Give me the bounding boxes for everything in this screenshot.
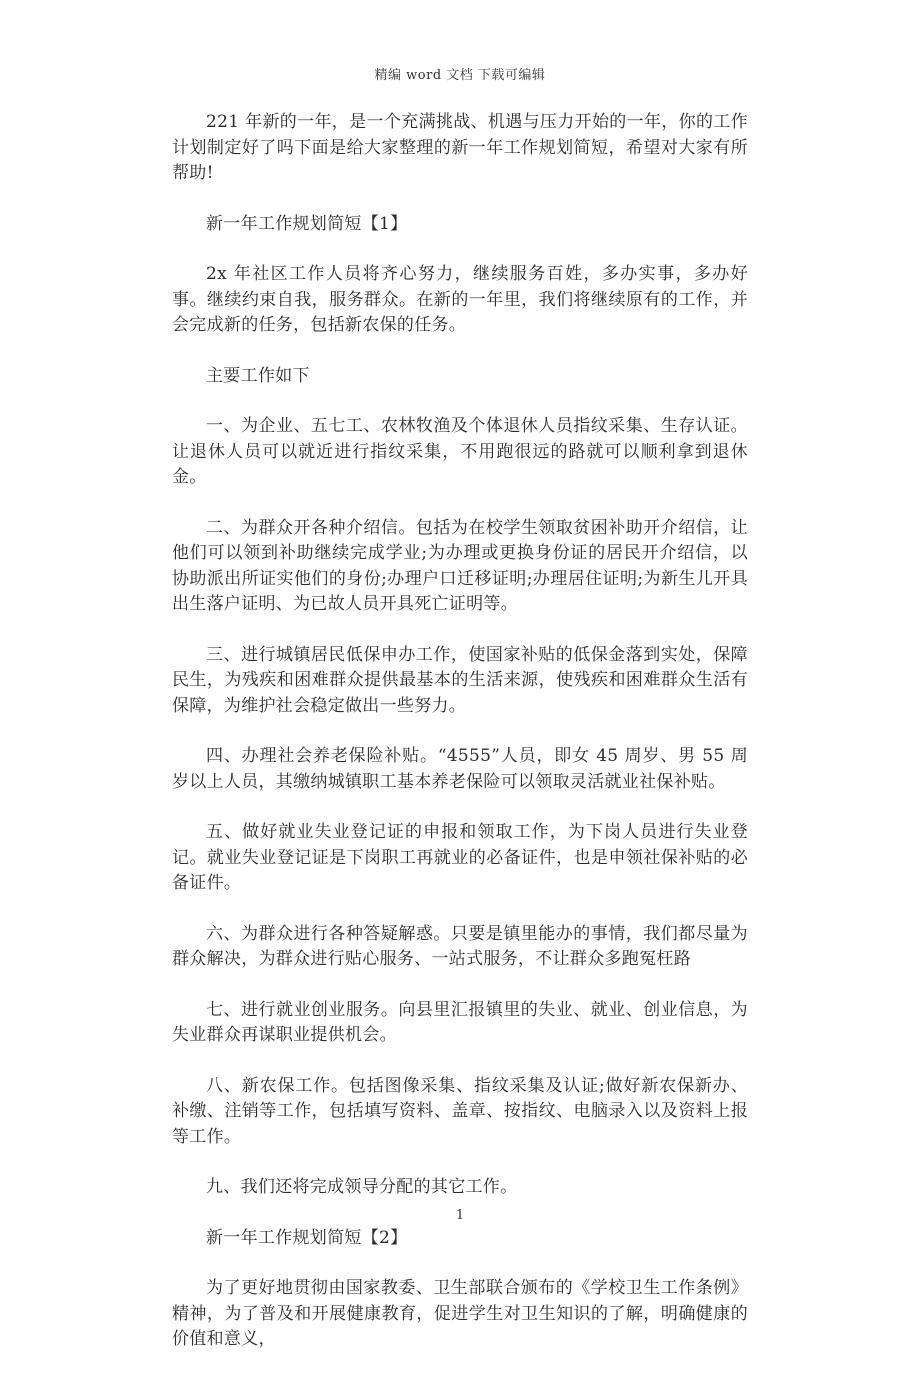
page-number: 1 [455, 1208, 465, 1223]
list-paragraph: 九、我们还将完成领导分配的其它工作。 [206, 1177, 518, 1197]
list-paragraph: 三、进行城镇居民低保申办工作，使国家补贴的低保金落到实处，保障民生，为残疾和困难群众提供最基本的生活来源，使残疾和困难群众生活有保障，为维护社会稳定做出一些努力。 [172, 644, 748, 716]
list-paragraph: 四、办理社会养老保险补贴。“4555”人员，即女 45 周岁、男 55 周岁以上人员，其缴纳城镇职工基本养老保险可以领取灵活就业社保补贴。 [172, 746, 748, 792]
section-heading-1: 新一年工作规划简短【1】 [206, 213, 408, 234]
document-body [172, 110, 748, 1378]
list-paragraph: 一、为企业、五七工、农林牧渔及个体退休人员指纹采集、生存认证。让退休人员可以就近进行指纹采集，不用跑很远的路就可以顺利拿到退休金。 [172, 416, 748, 487]
paragraph: 2x 年社区工作人员将齐心努力，继续服务百姓，多办实事，多办好事。继续约束自我，服务群众。在新的一年里，我们将继续原有的工作，并会完成新的任务，包括新农保的任务。 [172, 264, 748, 335]
list-paragraph: 八、新农保工作。包括图像采集、指纹采集及认证;做好新农保新办、补缴、注销等工作，包括填写资料、盖章、按指纹、电脑录入以及资料上报等工作。 [172, 1075, 748, 1147]
list-paragraph: 二、为群众开各种介绍信。包括为在校学生领取贫困补助开介绍信，让他们可以领到补助继续完成学业;为办理或更换身份证的居民开介绍信，以协助派出所证实他们的身份;办理户口迁移证明;办理居住证明;为新生儿开具出生落户证明、为已故人员开具死亡证明等。 [172, 517, 748, 614]
list-paragraph: 七、进行就业创业服务。向县里汇报镇里的失业、就业、创业信息，为失业群众再谋职业提供机会。 [172, 999, 748, 1045]
paragraph: 为了更好地贯彻由国家教委、卫生部联合颁布的《学校卫生工作条例》精神，为了普及和开展健康教育，促进学生对卫生知识的了解，明确健康的价值和意义， [172, 1278, 748, 1349]
page-header: 精编 word 文档 下载可编辑 [374, 68, 546, 83]
intro-paragraph: 221 年新的一年，是一个充满挑战、机遇与压力开始的一年，你的工作计划制定好了吗下面是给大家整理的新一年工作规划简短，希望对大家有所帮助! [172, 112, 748, 183]
section-heading-2: 新一年工作规划简短【2】 [206, 1227, 408, 1248]
list-paragraph: 六、为群众进行各种答疑解惑。只要是镇里能办的事情，我们都尽量为群众解决，为群众进行贴心服务、一站式服务，不让群众多跑冤枉路 [172, 923, 748, 969]
subheading: 主要工作如下 [206, 365, 310, 386]
list-paragraph: 五、做好就业失业登记证的申报和领取工作，为下岗人员进行失业登记。就业失业登记证是下岗职工再就业的必备证件，也是申领社保补贴的必备证件。 [172, 822, 748, 893]
